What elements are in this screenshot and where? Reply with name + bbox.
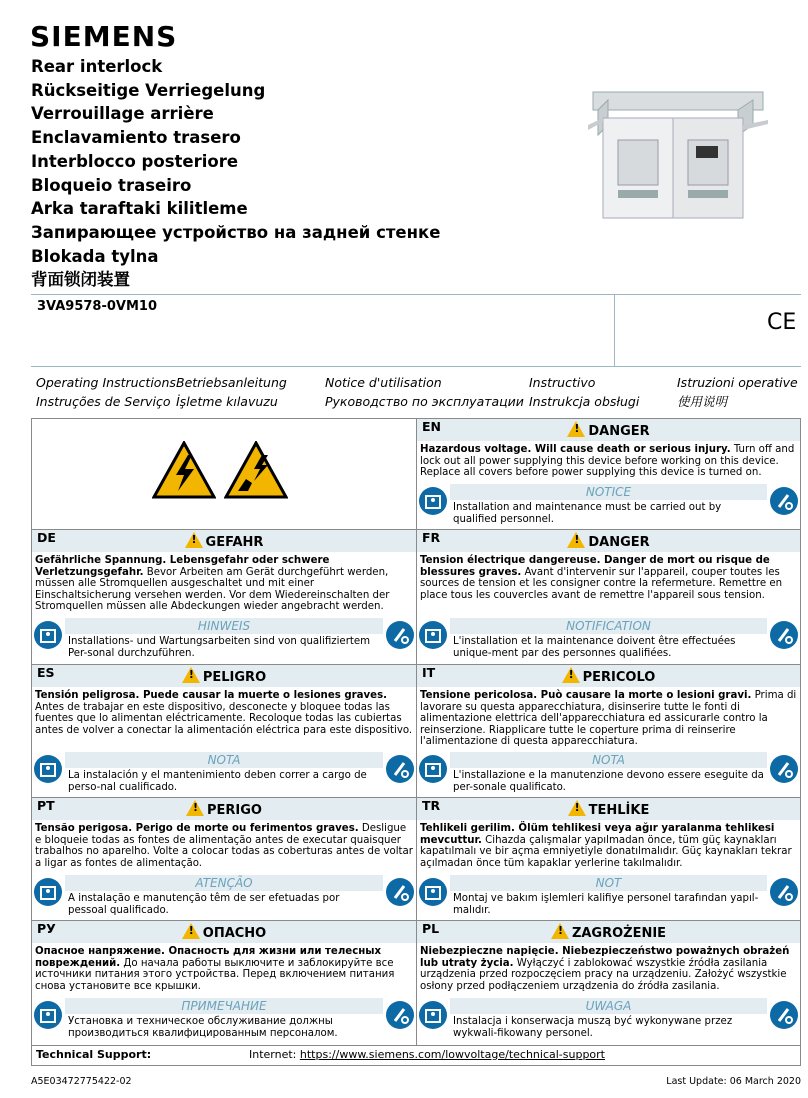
notice-box <box>417 875 800 919</box>
divider <box>31 366 801 367</box>
title-pl: Blokada tylna <box>31 246 159 266</box>
warning-icon <box>562 667 580 683</box>
notice-box <box>417 618 800 662</box>
title-tr: Arka taraftaki kilitleme <box>31 199 248 219</box>
notice-box <box>32 875 416 919</box>
doc-name: Notice d'utilisation <box>325 375 442 390</box>
warning-icon <box>182 923 200 939</box>
section-ru <box>32 921 416 1045</box>
note-label: UWAGA <box>450 998 767 1014</box>
doc-name: Instruções de Serviço <box>36 394 171 409</box>
note-text: Montaj ve bakım işlemleri kalifiye personel tarafından yapıl-malıdır. <box>453 893 759 916</box>
order-number: 3VA9578-0VM10 <box>37 299 157 314</box>
lang-code: IT <box>422 665 436 680</box>
support-label: Technical Support: <box>36 1048 152 1061</box>
internet-label: Internet: <box>249 1048 297 1061</box>
notice-box <box>32 618 416 662</box>
signal-word: ! PERIGO <box>32 800 416 817</box>
section-pl <box>417 921 800 1045</box>
warning-icon <box>551 923 569 939</box>
danger-text: Опасное напряжение. Опасность для жизни или телесных повреждений. До начала работы выключите и заблокируйте все источники питания этого устройства. Перед включением питания снова установите все крышки. <box>35 946 395 992</box>
siemens-logo: SIEMENS <box>30 20 178 53</box>
danger-text: Gefährliche Spannung. Lebensgefahr oder schwere Verletzungsgefahr. Bevor Arbeiten am Gerät durchgeführt werden, müssen alle Stromquellen ausgeschaltet und mit einer Einschaltsicherung versehen werden. Vor dem Wiedereinschalten der Stromquellen müssen alle Abdeckungen wieder angebracht werden. <box>35 555 390 613</box>
warning-icon <box>182 667 200 683</box>
read-instructions-icon <box>770 878 798 906</box>
technical-support-row <box>31 1046 801 1066</box>
warning-icon <box>567 532 585 548</box>
safety-grid <box>31 418 801 1046</box>
warning-icon <box>568 800 586 816</box>
qualified-personnel-icon <box>34 878 62 906</box>
doc-name-col-3 <box>325 373 524 411</box>
lang-code: PL <box>422 921 440 936</box>
lang-code: TR <box>422 798 441 813</box>
title-it: Interblocco posteriore <box>31 151 239 171</box>
danger-text: Hazardous voltage. Will cause death or serious injury. Turn off and lock out all power supplying this device before working on this device. Replace all covers before power supplying this device is turned on. <box>420 444 795 479</box>
doc-name-col-5 <box>677 373 798 411</box>
qualified-personnel-icon <box>419 487 447 515</box>
lang-code: РУ <box>37 921 56 936</box>
section-de <box>32 530 416 664</box>
qualified-personnel-icon <box>34 1001 62 1029</box>
qualified-personnel-icon <box>419 1001 447 1029</box>
note-label: HINWEIS <box>65 618 383 634</box>
section-fr <box>417 530 800 664</box>
qualified-personnel-icon <box>34 621 62 649</box>
note-text: Installation and maintenance must be carried out by qualified personnel. <box>453 502 722 525</box>
title-ru: Запирающее устройство на задней стенке <box>31 222 441 242</box>
read-instructions-icon <box>386 621 414 649</box>
read-instructions-icon <box>770 487 798 515</box>
doc-name: Operating Instructions <box>36 375 176 390</box>
doc-name: İşletme kılavuzu <box>176 394 278 409</box>
lang-code: EN <box>422 419 442 434</box>
doc-name: Руководство по эксплуатации <box>325 394 524 409</box>
signal-word: ! TEHLİKE <box>417 800 800 817</box>
signal-word: ! DANGER <box>417 532 800 549</box>
section-pt <box>32 798 416 920</box>
section-tr <box>417 798 800 920</box>
title-zh: 背面锁闭装置 <box>31 270 130 290</box>
support-link[interactable]: https://www.siemens.com/lowvoltage/technical-support <box>299 1048 605 1061</box>
danger-text: Tensión peligrosa. Puede causar la muerte o lesiones graves. Antes de trabajar en este dispositivo, desconecte y bloquee todas las fuentes que lo alimentan eléctricamente. Recoloque todas las cubiertas antes de volver a conectar la alimentación eléctrica para este dispositivo. <box>35 690 413 736</box>
title-pt: Bloqueio traseiro <box>31 175 192 195</box>
danger-text: Niebezpieczne napięcie. Niebezpieczeństwo poważnych obrażeń lub utraty życia. Wyłączyć i zablokować wszystkie źródła zasilania urządzenia przed rozpoczęciem pracy na urządzeniu. Założyć wszystkie osłony przed podłączeniem urządzenia do źródła zasilania. <box>420 946 790 992</box>
doc-name-col-4 <box>529 373 639 411</box>
internet-line <box>249 1048 605 1061</box>
read-instructions-icon <box>770 1001 798 1029</box>
notice-box <box>417 752 800 796</box>
read-instructions-icon <box>386 878 414 906</box>
danger-text: Tehlikeli gerilim. Ölüm tehlikesi veya ağır yaralanma tehlikesi mevcuttur. Cihazda çalışmalar yapılmadan önce, tüm güç kaynakları kapatılmalı ve bir açma emniyetiyle donatılmalıdır. Güç kaynakları tekrar açılmadan önce tüm kapaklar yerlerine takılmalıdır. <box>420 823 792 869</box>
note-label: NOTA <box>65 752 383 768</box>
doc-name: 使用说明 <box>677 394 728 409</box>
title-fr: Verrouillage arrière <box>31 104 214 124</box>
qualified-personnel-icon <box>419 755 447 783</box>
divider <box>31 294 801 295</box>
lang-code: ES <box>37 665 55 680</box>
notice-box <box>417 484 800 528</box>
electric-shock-warning-icon <box>152 441 216 499</box>
note-text: Установка и техническое обслуживание должны производиться квалифицированным персоналом. <box>68 1016 338 1039</box>
notice-box <box>32 752 416 796</box>
hand-shock-warning-icon <box>224 441 288 499</box>
title-de: Rückseitige Verriegelung <box>31 80 266 100</box>
read-instructions-icon <box>386 755 414 783</box>
note-text: A instalação e manutenção têm de ser efetuadas por pessoal qualificado. <box>68 893 340 916</box>
warning-icon <box>185 532 203 548</box>
read-instructions-icon <box>770 755 798 783</box>
warning-icon <box>186 800 204 816</box>
qualified-personnel-icon <box>34 755 62 783</box>
note-label: ПРИМЕЧАНИЕ <box>65 998 383 1014</box>
danger-text: Tension électrique dangereuse. Danger de mort ou risque de blessures graves. Avant d'intervenir sur l'appareil, couper toutes les sources de tension et les consigner contre la refermeture. Remettre en place tous les couvercles avant de remettre l'appareil sous tension. <box>420 555 783 601</box>
note-label: NOTIFICATION <box>450 618 767 634</box>
lang-code: PT <box>37 798 55 813</box>
doc-name: Betriebsanleitung <box>176 375 287 390</box>
title-es: Enclavamiento trasero <box>31 128 241 148</box>
lang-code: FR <box>422 530 441 545</box>
signal-word: ! DANGER <box>417 421 800 438</box>
note-text: Installations- und Wartungsarbeiten sind von qualifiziertem Per-sonal durchzuführen. <box>68 636 371 659</box>
section-es <box>32 665 416 797</box>
section-en <box>417 419 800 529</box>
signal-word: ! GEFAHR <box>32 532 416 549</box>
title-en: Rear interlock <box>31 57 163 76</box>
notice-box <box>417 998 800 1042</box>
divider <box>614 294 615 366</box>
note-label: ATENÇÃO <box>65 875 383 891</box>
ce-mark: CE <box>767 310 797 335</box>
qualified-personnel-icon <box>419 621 447 649</box>
document-id: A5E03472775422-02 <box>31 1076 132 1087</box>
danger-text: Tensione pericolosa. Può causare la morte o lesioni gravi. Prima di lavorare su questa apparecchiatura, disinserire tutte le fonti di alimentazione elettrica dell'apparecchiatura ed assicurarle contro la reinserzione. Riapplicare tutte le coperture prima di reinserire l'alimentazione di questa apparecchiatura. <box>420 690 797 748</box>
doc-name: Istruzioni operative <box>677 375 798 390</box>
note-label: NOTA <box>450 752 767 768</box>
signal-word: ! ОПАСНО <box>32 923 416 940</box>
note-text: La instalación y el mantenimiento deben correr a cargo de perso-nal cualificado. <box>68 770 367 793</box>
signal-word: ! PERICOLO <box>417 667 800 684</box>
doc-name: Instructivo <box>529 375 596 390</box>
doc-name: Instrukcja obsługi <box>529 394 640 409</box>
note-text: L'installation et la maintenance doivent être effectuées unique-ment par des personnes qualifiées. <box>453 636 736 659</box>
doc-name-col-2 <box>176 373 287 411</box>
note-text: L'installazione e la manutenzione devono essere eseguite da per-sonale qualificato. <box>453 770 764 793</box>
note-label: NOTICE <box>450 484 767 500</box>
section-it <box>417 665 800 797</box>
lang-code: DE <box>37 530 56 545</box>
hazard-symbols <box>32 419 416 529</box>
qualified-personnel-icon <box>419 878 447 906</box>
danger-text: Tensão perigosa. Perigo de morte ou ferimentos graves. Desligue e bloqueie todas as fontes de alimentação antes de executar quaisquer trabalhos no aparelho. Volte a colocar todas as coberturas antes de voltar a ligar as fontes de alimentação. <box>35 823 413 869</box>
title-block <box>31 55 440 292</box>
note-label: NOT <box>450 875 767 891</box>
doc-name-col-1 <box>36 373 176 411</box>
last-update: Last Update: 06 March 2020 <box>666 1076 801 1087</box>
signal-word: ! PELIGRO <box>32 667 416 684</box>
note-text: Instalacja i konserwacja muszą być wykonywane przez wykwali-fikowany personel. <box>453 1016 733 1039</box>
warning-icon <box>567 421 585 437</box>
product-image <box>588 80 768 230</box>
read-instructions-icon <box>386 1001 414 1029</box>
read-instructions-icon <box>770 621 798 649</box>
notice-box <box>32 998 416 1042</box>
signal-word: ! ZAGROŻENIE <box>417 923 800 940</box>
